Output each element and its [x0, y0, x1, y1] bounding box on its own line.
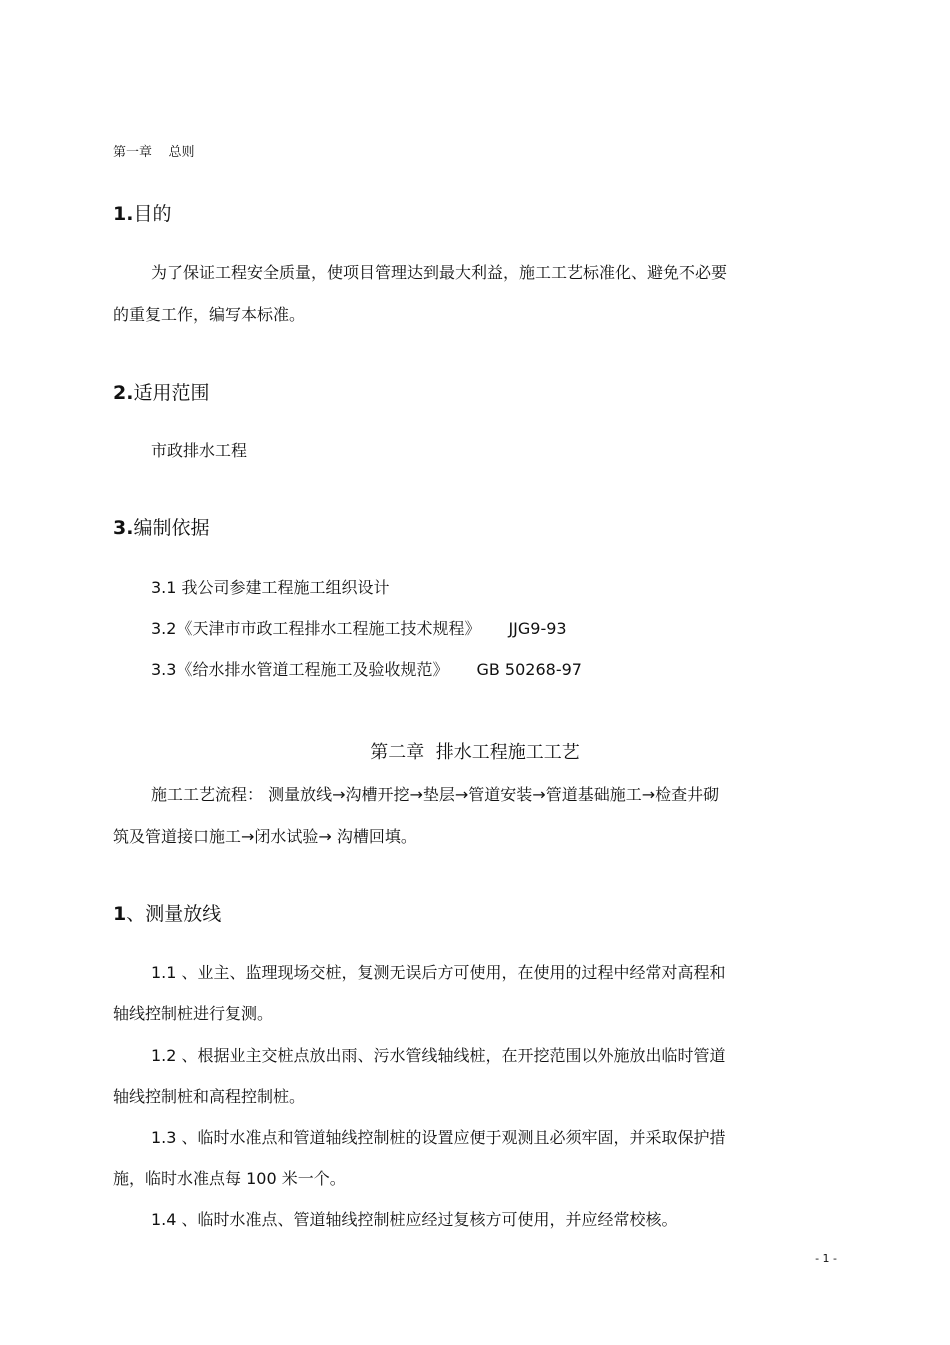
chapter-1-heading	[113, 141, 195, 160]
item-1-1-line-1: 1.1 、业主、监理现场交桩，复测无误后方可使用，在使用的过程中经常对高程和	[151, 963, 726, 982]
measurement-section-title: 、测量放线	[126, 903, 222, 925]
item-1-2-line-1: 1.2 、根据业主交桩点放出雨、污水管线轴线桩，在开挖范围以外施放出临时管道	[151, 1046, 726, 1065]
process-flow-line-1: 施工工艺流程： 测量放线→沟槽开挖→垫层→管道安装→管道基础施工→检查井砌	[151, 785, 720, 804]
measurement-section-number: 1	[113, 903, 127, 925]
section-2-heading	[113, 378, 209, 405]
section-2-title: 适用范围	[133, 382, 210, 404]
section-3-number: 3.	[113, 517, 134, 539]
page-number: - 1 -	[815, 1252, 837, 1265]
chapter-2-title: 排水工程施工工艺	[435, 742, 580, 763]
item-1-3-line-1: 1.3 、临时水准点和管道轴线控制桩的设置应便于观测且必须牢固，并采取保护措	[151, 1128, 726, 1147]
reference-item	[151, 616, 567, 639]
section-1-line-1: 为了保证工程安全质量，使项目管理达到最大利益，施工工艺标准化、避免不必要	[151, 263, 728, 282]
reference-item	[151, 575, 390, 598]
section-1-number: 1.	[113, 203, 134, 225]
reference-code: GB 50268-97	[476, 660, 582, 679]
chapter-1-title: 总则	[168, 145, 195, 160]
reference-text: 3.1 我公司参建工程施工组织设计	[151, 578, 390, 597]
section-2-number: 2.	[113, 382, 134, 404]
section-3-title: 编制依据	[133, 517, 210, 539]
item-1-3-line-2: 施，临时水准点每 100 米一个。	[113, 1169, 346, 1188]
reference-text: 3.3《给水排水管道工程施工及验收规范》	[151, 660, 449, 679]
item-1-1-line-2: 轴线控制桩进行复测。	[113, 1004, 274, 1023]
section-1-title: 目的	[133, 203, 172, 225]
chapter-1-label: 第一章	[113, 145, 153, 160]
measurement-section-heading	[113, 899, 221, 926]
reference-code: JJG9-93	[508, 619, 567, 638]
section-2-text: 市政排水工程	[151, 441, 248, 460]
reference-text: 3.2《天津市市政工程排水工程施工技术规程》	[151, 619, 481, 638]
section-1-heading	[113, 199, 171, 226]
chapter-2-heading	[0, 738, 950, 764]
process-flow-line-2: 筑及管道接口施工→闭水试验→ 沟槽回填。	[113, 827, 417, 846]
section-1-line-2: 的重复工作，编写本标准。	[113, 305, 306, 324]
item-1-4-line-1: 1.4 、临时水准点、管道轴线控制桩应经过复核方可使用，并应经常校核。	[151, 1210, 678, 1229]
chapter-2-label: 第二章	[370, 742, 425, 763]
reference-item	[151, 657, 582, 680]
item-1-2-line-2: 轴线控制桩和高程控制桩。	[113, 1087, 306, 1106]
section-3-heading	[113, 513, 209, 540]
